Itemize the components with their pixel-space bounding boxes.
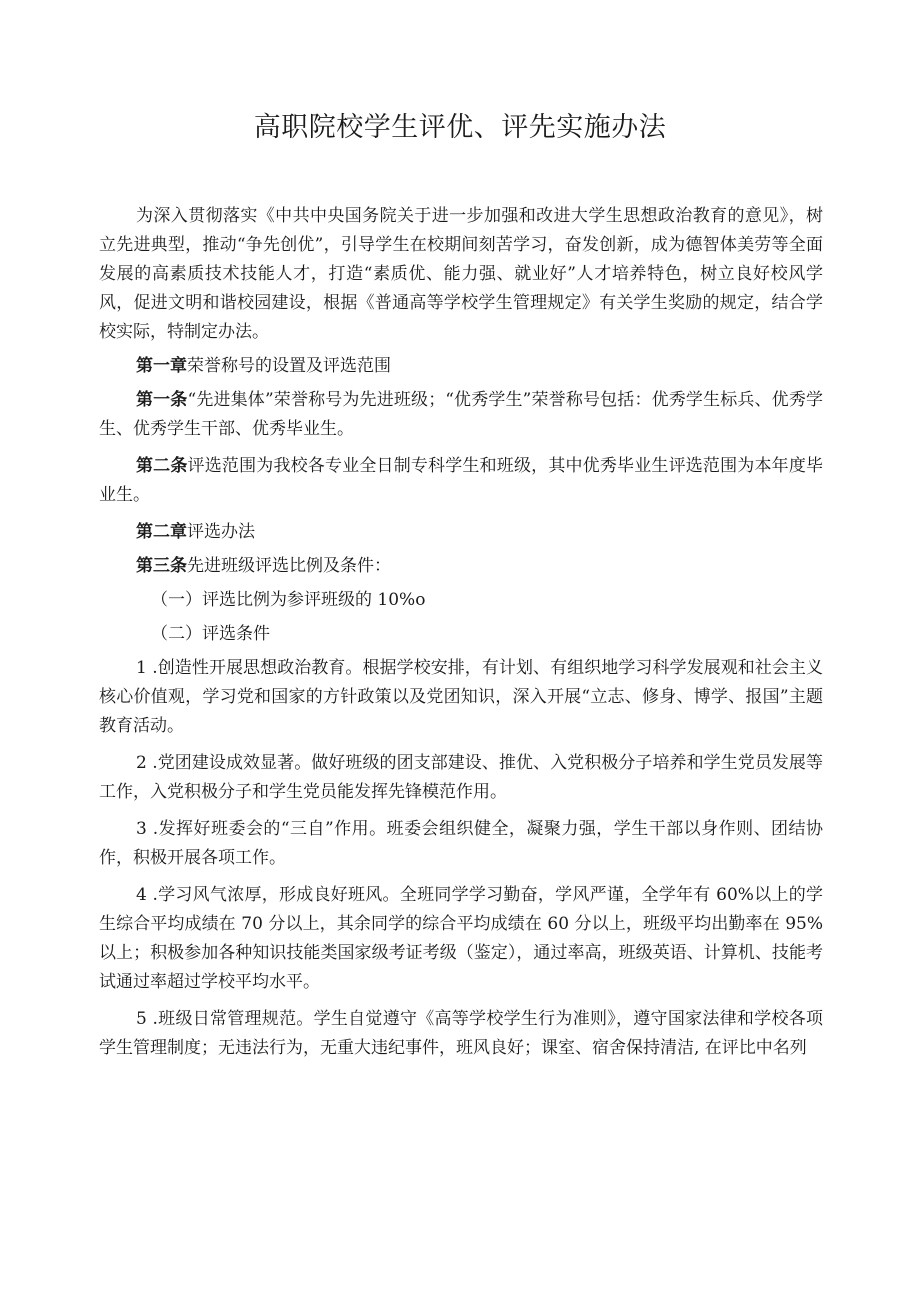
sub-item-1: （一）评选比例为参评班级的 10%o [151, 590, 426, 610]
chapter-1-heading [99, 352, 823, 381]
article-2 [99, 452, 823, 510]
sub-item-2: （二）评选条件 [151, 624, 270, 644]
article-3-text: 先进班级评选比例及条件： [187, 556, 391, 576]
article-1-text: “先进集体”荣誉称号为先进班级；“优秀学生”荣誉称号包括：优秀学生标兵、优秀学生、优秀学生干部、优秀毕业生。 [99, 390, 823, 439]
chapter-2-heading [99, 518, 823, 547]
article-3 [99, 552, 823, 581]
article-3-label: 第三条 [136, 556, 187, 576]
condition-item-5: 5 .班级日常管理规范。学生自觉遵守《高等学校学生行为准则》，遵守国家法律和学校各项学生管理制度；无违法行为，无重大违纪事件，班风良好；课室、宿舍保持清洁, 在评比中名列 [99, 1009, 823, 1058]
chapter-2-label: 第二章 [136, 522, 187, 542]
condition-item-1: 1 .创造性开展思想政治教育。根据学校安排，有计划、有组织地学习科学发展观和社会主义核心价值观，学习党和国家的方针政策以及党团知识，深入开展“立志、修身、博学、报国”主题教育活动。 [99, 658, 823, 736]
condition-item-4: 4 .学习风气浓厚，形成良好班风。全班同学学习勤奋，学风严谨，全学年有 60%以上的学生综合平均成绩在 70 分以上，其余同学的综合平均成绩在 60 分以上，班级平均出勤率在 95%以上；积极参加各种知识技能类国家级考证考级（鉴定），通过率高，班级英语、计算机、技能考试通过率超过学校平均水平。 [99, 885, 823, 992]
condition-item-3: 3 .发挥好班委会的“三自”作用。班委会组织健全，凝聚力强，学生干部以身作则、团结协作，积极开展各项工作。 [99, 819, 823, 868]
chapter-2-text: 评选办法 [187, 522, 255, 542]
condition-item-2: 2 .党团建设成效显著。做好班级的团支部建设、推优、入党积极分子培养和学生党员发展等工作，入党积极分子和学生党员能发挥先锋模范作用。 [99, 753, 823, 802]
article-2-text: 评选范围为我校各专业全日制专科学生和班级，其中优秀毕业生评选范围为本年度毕业生。 [99, 456, 824, 505]
article-2-label: 第二条 [136, 456, 188, 476]
intro-paragraph: 为深入贯彻落实《中共中央国务院关于进一步加强和改进大学生思想政治教育的意见》，树立先进典型，推动“争先创优”，引导学生在校期间刻苦学习，奋发创新，成为德智体美劳等全面发展的高素质技术技能人才，打造“素质优、能力强、就业好”人才培养特色，树立良好校风学风，促进文明和谐校园建设，根据《普通高等学校学生管理规定》有关学生奖励的规定，结合学校实际，特制定办法。 [99, 206, 823, 342]
document-title: 高职院校学生评优、评先实施办法 [253, 112, 667, 143]
chapter-1-label: 第一章 [136, 356, 187, 376]
article-1 [99, 386, 823, 444]
chapter-1-text: 荣誉称号的设置及评选范围 [187, 356, 391, 376]
document-body [99, 202, 823, 1063]
article-1-label: 第一条 [136, 390, 188, 410]
